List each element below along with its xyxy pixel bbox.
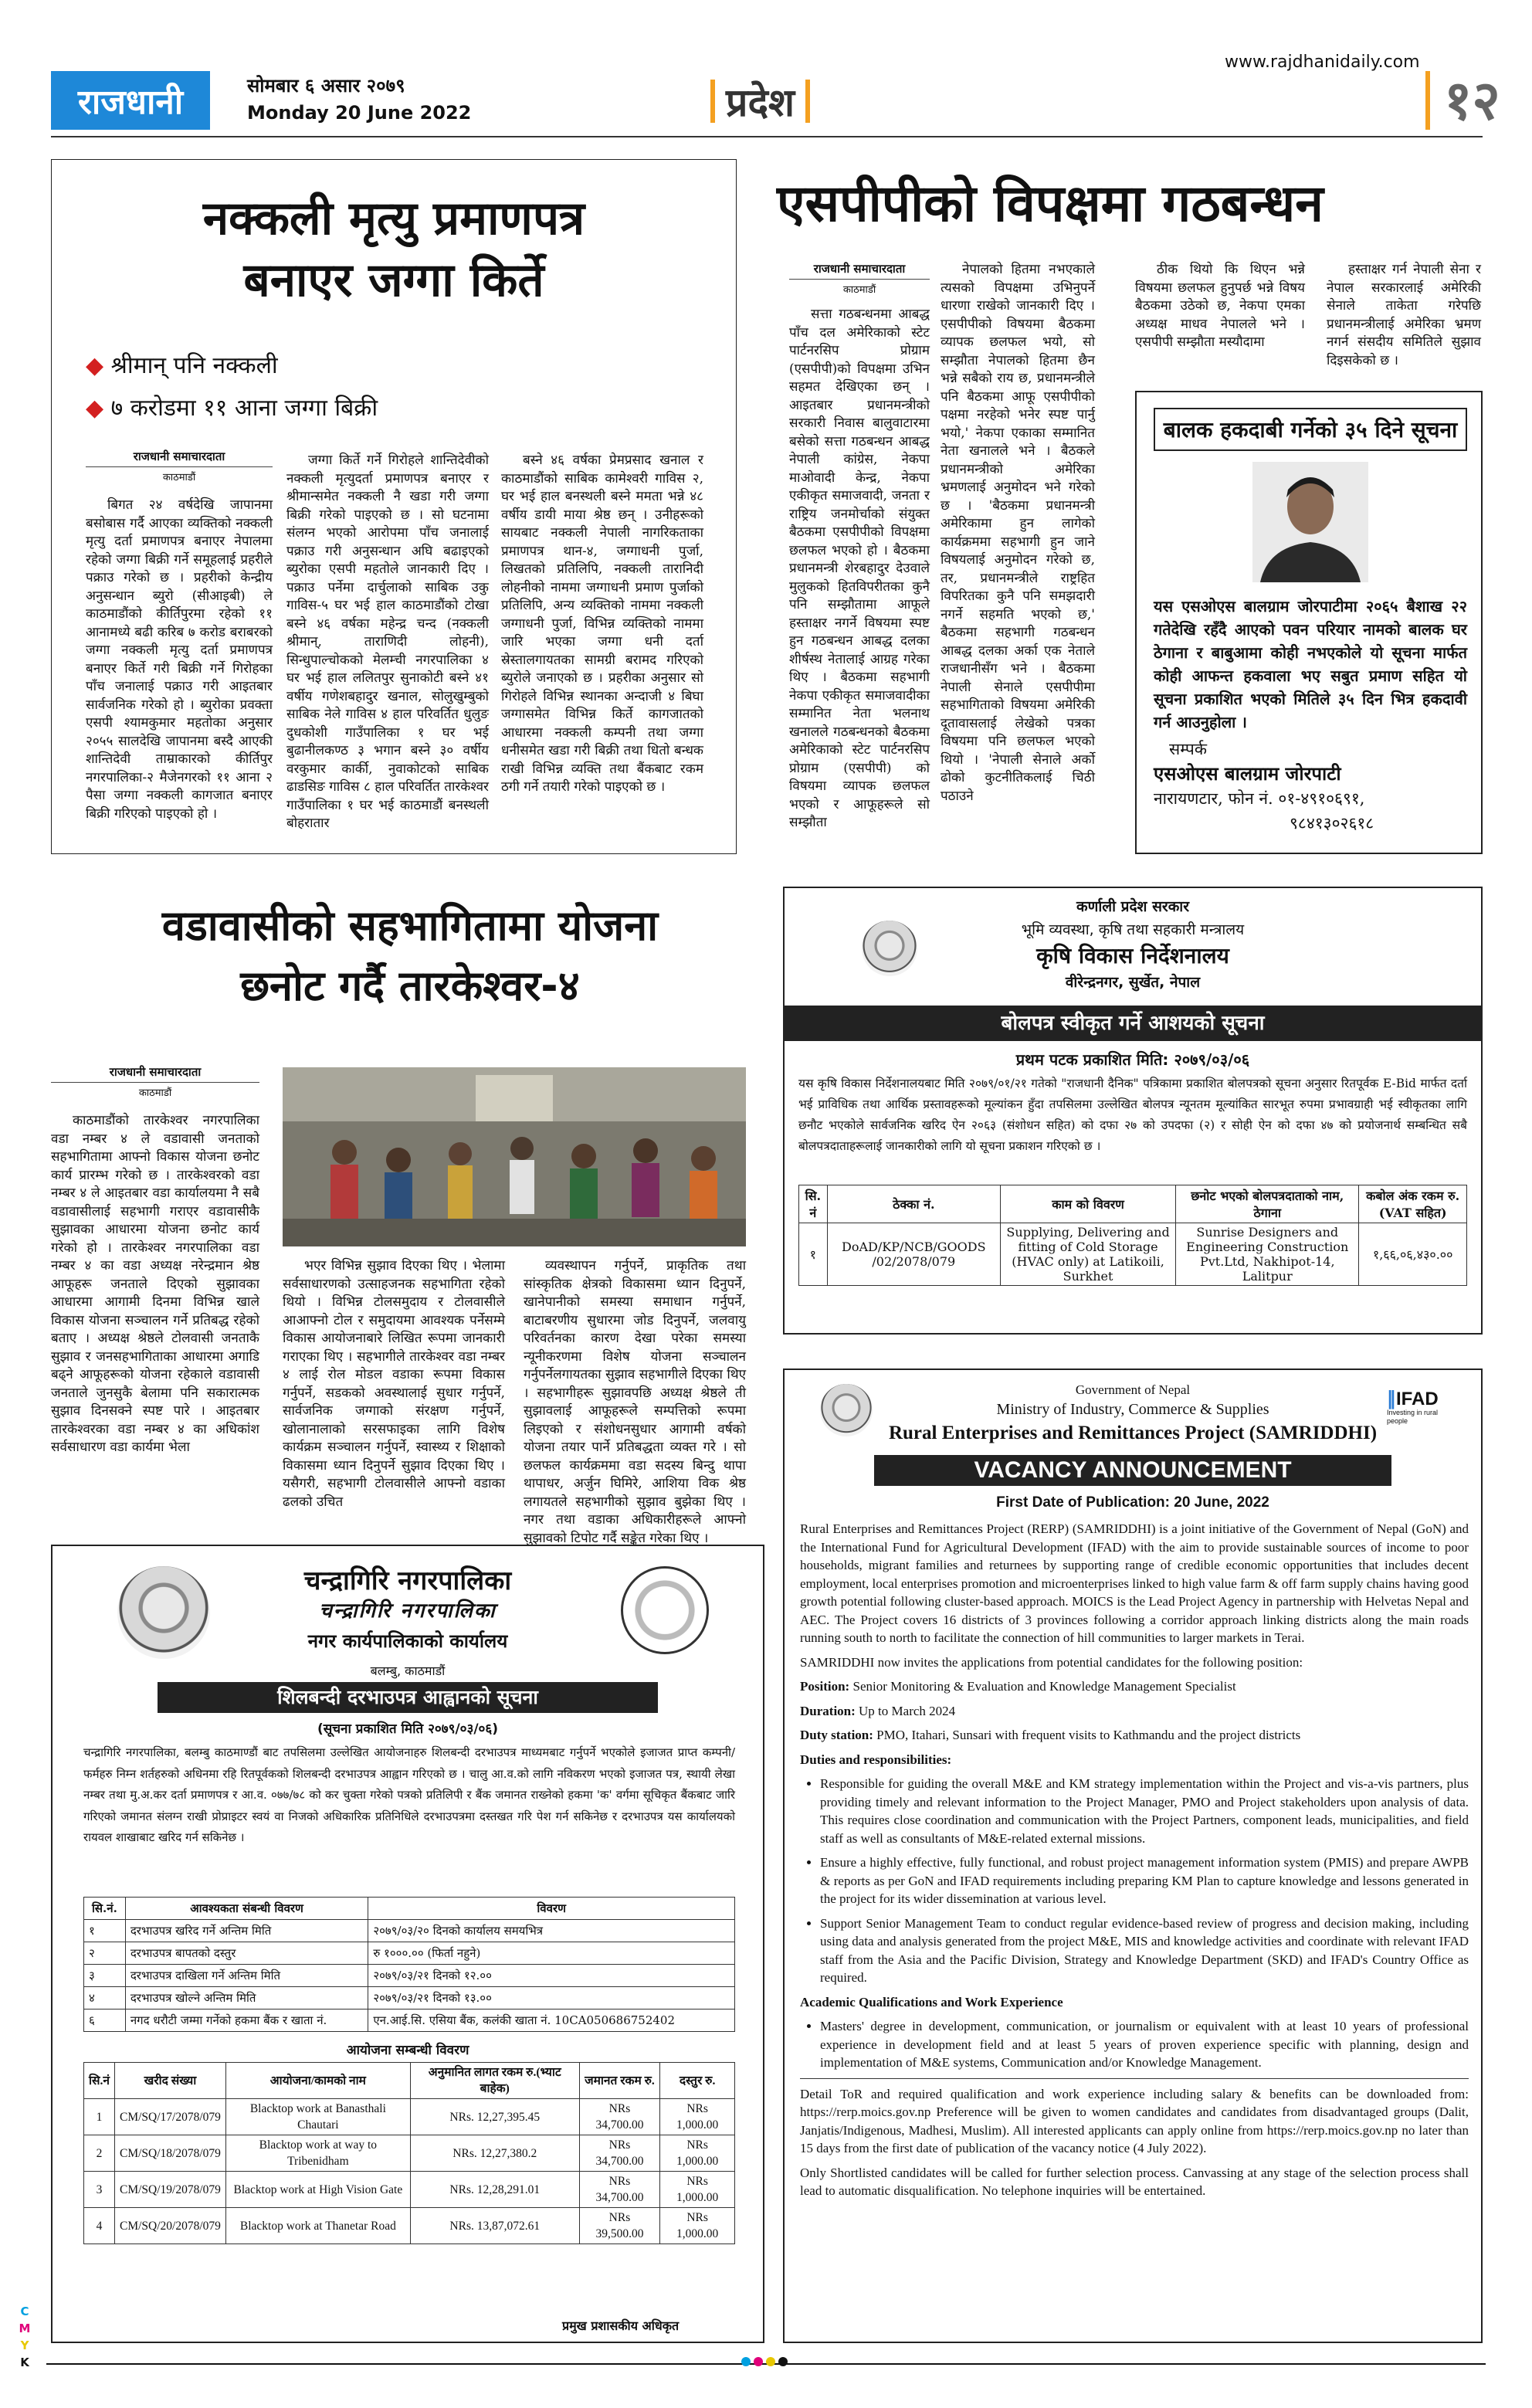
vacancy-position: Position: Senior Monitoring & Evaluation and Knowledge Management Specialist <box>800 1679 1236 1694</box>
section-divider <box>805 80 810 123</box>
table-header-cell: विवरण <box>368 1898 735 1920</box>
tender-table <box>798 1185 1467 1286</box>
table-header-cell: कबोल अंक रकम रु.(VAT सहित) <box>1359 1185 1467 1223</box>
list-item: • Ensure a highly effective, fully functional, and robust project management information system (PMIS) and prepare AWPB & reports as per GoN and IFAD requirements including preparing KM Plan to capture knowledge and lessons generated in the project for its wider dissemination at various level. <box>820 1853 1469 1908</box>
table-header-cell: खरीद संख्या <box>114 2063 225 2099</box>
story-tarkeshwar <box>51 868 769 1546</box>
story-column-1: काठमाडौंको तारकेश्वर नगरपालिका वडा नम्बर ४ ले वडावासी जनताको सहभागितामा आफ्नो विकास योजना छनोट कार्य प्रारम्भ गरेको छ । तारकेश्वरको वडा नम्बर ४ ले आइतबार वडा कार्यालयमा नै सबै वडावासीलाई सहभागी गराएर वडावासीकै सुझावका आधारमा योजना छनोट कार्य गरेको हो । तारकेश्वर नगरपालिका वडा नम्बर ४ का वडा अध्यक्ष नरेन्द्रमान श्रेष्ठ आफूहरू जनताले दिएको सुझावका आधारमा आगामी दिनमा विभिन्न खाले विकास योजना सञ्चालन गर्ने प्रतिबद्ध रहेको बताए । अध्यक्ष श्रेष्ठले टोलवासी जनताकै सुझाव र जनसहभागिताका आधारमा अगाडि बढ्ने आफूहरूको योजना रहेकाले वडावासी जनताले जुनसुकै बेलामा पनि सकारात्मक सुझाव दिनसक्ने स्पष्ट पारे । आइतबार तारकेश्वरका वडा नम्बर ४ का अधिकांश सर्वसाधारण वडा कार्यमा भेला <box>51 1113 259 1455</box>
table-cell: २०७९/०३/२१ दिनको १३.०० <box>368 1987 735 2009</box>
notice-gov: कर्णाली प्रदेश सरकार <box>1076 898 1189 915</box>
table-cell: १,६६,०६,४३०.०० <box>1359 1223 1467 1286</box>
table-cell: रु १०००.०० (फिर्ता नहुने) <box>368 1942 735 1965</box>
table-cell: CM/SQ/20/2078/079 <box>114 2208 225 2244</box>
meeting-photo <box>283 1067 746 1246</box>
table-cell: CM/SQ/17/2078/079 <box>114 2099 225 2135</box>
headline-sanghiya: एसपीपीको विपक्षमा गठबन्धन <box>777 174 1324 233</box>
table-cell: १ <box>84 1920 126 1942</box>
table-cell: नगद धरौटी जम्मा गर्नेको हकमा बैंक र खाता नं. <box>125 2009 368 2032</box>
table-header-cell: काम को विवरण <box>1000 1185 1175 1223</box>
table-cell: NRs 34,700.00 <box>579 2172 660 2208</box>
ifad-tagline: Investing in rural people <box>1387 1408 1439 1425</box>
table-cell: NRs. 12,27,380.2 <box>410 2135 579 2172</box>
table-cell: 2 <box>84 2135 115 2172</box>
contact-address: नारायणटार, फोन नं. ०१-४९१०६९१, <box>1154 789 1365 808</box>
qual-list <box>800 2017 1469 2072</box>
story-column-2: नेपालको हितमा नभएकाले त्यसको विपक्षमा उभिनुपर्ने धारणा राखेको जानकारी दिए । एसपीपीको विषयमा बैठकमा व्यापक छलफल भयो, सो सम्झौता नेपालको हितमा छैन भन्ने सबैको राय छ, प्रधानमन्त्रीले पनि बैठकमा आफू एसपीपीको पक्षमा नरहेको भनेर स्पष्ट पार्नु भयो,' नेकपा एकाका सम्मानित नेता खनालले भने । बैठकले प्रधानमन्त्रीको अमेरिका भ्रमणलाई अनुमोदन भने गरेको छ । 'बैठकमा प्रधानमन्त्री अमेरिकामा हुन लागेको कार्यक्रममा सहभागी हुन जाने विषयलाई अनुमोदन गरेको छ, तर, प्रधानमन्त्रीले राष्ट्रहित विपरितका कुनै पनि समझदारी नगर्ने सहमति भएको छ,' बैठकमा सहभागी गठबन्धन आबद्ध दलका अर्का एक नेताले राजधानीसँग भने । बैठकमा नेपाली सेनाले एसपीपीमा सहभागिताको विषयमा अमेरिकी दूतावासलाई लेखेको पत्रका विषयमा पनि छलफल भएको थियो । 'नेपाली सेनाले अर्को ढोको कुटनीतिकलाई चिठी पठाउने <box>941 262 1095 804</box>
table-cell: दरभाउपत्र बापतको दस्तुर <box>125 1942 368 1965</box>
page-number: १२ <box>1425 71 1500 130</box>
headline-line-2: छनोट गर्दै तारकेश्वर-४ <box>240 962 580 1010</box>
dateline-place: काठमाडौं <box>162 472 196 483</box>
notice-body: चन्द्रागिरि नगरपालिका, बलम्बु काठमाण्डौं बाट तपसिलमा उल्लेखित आयोजनाहरु शिलबन्दी दरभाउपत्र माध्यमबाट गर्नुपर्ने भएकोले इजाजत प्राप्त कम्पनी/फर्महरु निम्न शर्तहरुको अधिनमा रहि रितपूर्वकको शिलबन्दी दरभाउपत्र आह्वान गरिएको छ । चालु आ.व.को लागि नविकरण भएको इजाजत पत्र, स्थायी लेखा नम्बर तथा मु.अ.कर दर्ता प्रमाणपत्र र आ.व. ०७७/७८ को कर चुक्ता गरेको पत्रको प्रतिलिपी र बैंक जमानत राख्नेको हकमा 'क' वर्गमा सूचिकृत बैंकबाट जारि गरिएको जमानत संलग्न राखी प्रोप्राइटर स्वयं वा निजको अधिकारिक प्रतिनिधिले दरभाउपत्रमा दस्तखत गरि पेश गर्न सकिनेछ र दरभाउपत्र यस कार्यालयको रायवल शाखाबाट खरिद गर्न सकिनेछ । <box>83 1745 735 1844</box>
table-header-row <box>799 1185 1467 1223</box>
table-row <box>84 2099 735 2135</box>
list-item: • Support Senior Management Team to conduct regular evidence-based review of progress and decision making, including using data and analysis generated from the project M&E, MIS and knowledge activities and coordinate with relevant IFAD staff from the Asia and the Pacific Division, Strategy and Knowledge Department (SKD) and IFAD's Country Office as required. <box>820 1915 1469 1987</box>
date-english: Monday 20 June 2022 <box>247 102 472 124</box>
header-rule <box>51 136 1483 137</box>
table-header-cell: ठेक्का नं. <box>827 1185 1000 1223</box>
headline <box>52 188 736 311</box>
table-cell: NRs 1,000.00 <box>660 2208 735 2244</box>
table-row <box>799 1223 1467 1286</box>
notice-address: वीरेन्द्रनगर, सुर्खेत, नेपाल <box>1065 974 1201 991</box>
table-header-cell: आयोजना/कामको नाम <box>225 2063 410 2099</box>
story-column-3: ठीक थियो कि थिएन भन्ने विषयमा छलफल हुनुपर्छ भन्ने विषय बैठकमा उठेको छ, नेकपा एमका अध्यक्ष माधव नेपालले भने । एसपीपी सम्झौता मस्यौदामा <box>1135 262 1305 350</box>
table-cell: NRs 1,000.00 <box>660 2172 735 2208</box>
vacancy-content <box>800 1520 1469 2206</box>
table-cell: 1 <box>84 2099 115 2135</box>
story-column-2: भएर विभिन्न सुझाव दिएका थिए । भेलामा सर्वसाधारणको उत्साहजनक सहभागिता रहेको थियो । विभिन्न टोलसमुदाय र टोलवासीले आआफ्नो टोल र समुदायमा आवश्यक पर्नेसम्मे विकास आयोजनाबारे लिखित रूपमा जानकारी गराएका थिए । सहभागीले तारकेश्वर वडा नम्बर ४ लाई रोल मोडल वडाका रूपमा विकास गर्नुपर्ने, सडकको अवस्थालाई सुधार गर्नुपर्ने, सार्वजनिक जग्गाको संरक्षण गर्नुपर्ने, खोलानालाको सरसफाइका लागि विशेष कार्यक्रम सञ्चालन गर्नुपर्ने, स्वास्थ्य र शिक्षाको विकासमा ध्यान दिनुपर्ने सुझाव दिएका थिए । यसैगरी, सहभागी टोलवासीले आफ्नो वडाका ढलको उचित <box>283 1258 505 1510</box>
byline: राजधानी समाचारदाता <box>789 261 930 280</box>
table-cell: Blacktop work at High Vision Gate <box>225 2172 410 2208</box>
cmyk-marks: C M Y K <box>19 2305 31 2369</box>
qual-heading: Academic Qualifications and Work Experience <box>800 1994 1063 2009</box>
notice-body: यस कृषि विकास निर्देशनालयबाट मिति २०७९/०१/२१ गतेको "राजधानी दैनिक" पत्रिकामा प्रकाशित बोलपत्रको सूचना अनुसार रितपूर्वक E-Bid मार्फत दर्ता भई प्राविधिक तथा आर्थिक प्रस्तावहरूको मूल्यांकन हुँदा तपसिलमा उल्लेखित बोलपत्र न्यूनतम मूल्यांकित सारभूत रुपमा प्रभावग्राही भई स्वीकृतका लागि छनौट भएकोले सार्वजनिक खरिद ऐन २०६३ (संशोधन सहित) को दफा २७ को उपदफा (२) र सोही ऐन को दफा ४७ को प्रयोजनार्थ सम्बन्धित सबै बोलपत्रदाताहरूलाई जानकारीको लागि यो सूचना प्रकाशन गरिएको छ । <box>798 1077 1467 1153</box>
story-fake-death-certificate <box>51 159 737 854</box>
notice-body: यस एसओएस बालग्राम जोरपाटीमा २०६५ बैशाख २२ गतेदेखि रहँदै आएको पवन परियार नामको बालक घर ठेगाना र बाबुआमा कोही नभएकोले यो सूचना मार्फत कोही आफन्त हकवाला भए सबुत प्रमाण सहित यो सूचना प्रकाशित भएको मितिले ३५ दिन भित्र हकदावी गर्न आउनुहोला । <box>1154 597 1467 731</box>
table-cell: 4 <box>84 2208 115 2244</box>
story-column-3: बस्ने ४६ वर्षका प्रेमप्रसाद खनाल र काठमाडौंको साबिक कामेश्वरी गाविस २, घर भई हाल बनस्थली बस्ने ममता भन्ने ४८ वर्षीय डायी माया श्रेष्ठ छन् । उनीहरूको सायबाट नक्कली नेपाली नागरिकताका प्रमाणपत्र थान-४, जग्गाधनी पुर्जा, लिखतको प्रतिलिपि, नक्कली तारानिदी लोहनीको नाममा जग्गाधनी प्रमाण पुर्जाको प्रतिलिपि, अन्य व्यक्तिको नाममा नक्कली जग्गाधनी पुर्जा, विभिन्न व्यक्तिको नाममा जारि भएका जग्गा धनी दर्ता स्रेस्तालगायतका सामग्री बरामद गरिएको ब्युरोले जनाएको छ । प्रहरीका अनुसार सो गिरोहले विभिन्न स्थानका अन्दाजी ४ बिघा जग्गासमेत विभिन्न किर्ते कागजातको आधारमा नक्कली कम्पनी तथा जग्गा धनीसमेत खडा गरी बिक्री तथा धितो बन्धक राखी विभिन्न व्यक्ति तथा बैंकबाट रकम ठगी गर्ने तयारी गरेको पाइएको छ । <box>501 453 703 795</box>
section-name: प्रदेश <box>726 80 795 125</box>
table-cell: NRs 34,700.00 <box>579 2135 660 2172</box>
notice-child-claim <box>1135 391 1483 854</box>
vacancy-intro: Rural Enterprises and Remittances Project (RERP) (SAMRIDDHI) is a joint initiative of the Government of Nepal (GoN) and the International Fund for Agricultural Development (IFAD) with the aim to provide sustainable sources of income to poor households, migrant families and returnees by supporting range of credible economic opportunities that includes decent employment, local enterprises promotion and microenterprises linked to high value farm & off farm supply chains having good growth potential following cluster-based approach. MOICS is the Lead Project Agency in partnership with Helvetas Nepal and AEC. The Project covers 16 districts of 3 provinces following a corridor approach linking districts along the main roads running south to north to facilitate the connection of hill communities to larger markets in Terai. <box>800 1521 1469 1645</box>
headline-line-1: नक्कली मृत्यु प्रमाणपत्र <box>202 192 585 246</box>
project-caption: आयोजना सम्बन्धी विवरण <box>346 2043 469 2058</box>
table-header-cell: छनोट भएको बोलपत्रदाताको नाम, ठेगाना <box>1176 1185 1359 1223</box>
table-cell: एन.आई.सि. एसिया बैंक, कलंकी खाता नं. 10CA050686752402 <box>368 2009 735 2032</box>
subhead-2: ७ करोडमा ११ आना जग्गा बिक्री <box>110 395 378 422</box>
vacancy-ministry: Ministry of Industry, Commerce & Supplies <box>996 1401 1269 1418</box>
headline-line-1: वडावासीको सहभागितामा योजना <box>161 901 659 950</box>
table-row <box>84 2172 735 2208</box>
table-cell: NRs 1,000.00 <box>660 2099 735 2135</box>
table-cell: ३ <box>84 1965 126 1987</box>
table-row <box>84 1987 735 2009</box>
table-row <box>84 1965 735 1987</box>
site-url[interactable]: www.rajdhanidaily.com <box>1225 53 1420 72</box>
story-column-3: व्यवस्थापन गर्नुपर्ने, प्राकृतिक तथा सांस्कृतिक क्षेत्रको विकासमा ध्यान दिनुपर्ने, खानेपानीको समस्या समाधान गर्नुपर्ने, बाटाबरणीय सुधारमा जोड दिनुपर्ने, जलवायु परिवर्तनका कारण देखा परेका समस्या न्यूनीकरणमा विशेष योजना सञ्चालन गर्नुपर्नेलगायतका सुझाव सहभागीले दिएका थिए । सहभागीहरू सुझावपछि अध्यक्ष श्रेष्ठले ती सुझावलाई आफूहरूले सम्पत्तिको रूपमा लिइएको र संशोधनसुधार आगामी वर्षको योजना तयार पार्ने प्रतिबद्धता व्यक्त गरे । सो छलफल कार्यक्रममा वडा सदस्य बिन्दु थापा थापाधर, अर्जुन घिमिरे, आशिया विक श्रेष्ठ लगायतले सहभागीको सुझाव बुझेका थिए । नगर तथा वडाका अधिकारीहरूले आफ्नो सुझावको टिपोट गर्दै सङ्केत गरेका थिए । <box>524 1258 746 1546</box>
notice-chandragiri-bid <box>51 1545 764 2343</box>
contact-org: एसओएस बालग्राम जोरपाटी <box>1154 762 1341 785</box>
duties-list <box>800 1775 1469 1987</box>
table-cell: Sunrise Designers and Engineering Construction Pvt.Ltd, Nakhipot-14, Lalitpur <box>1176 1223 1359 1286</box>
table-header-cell: अनुमानित लागत रकम रु.(भ्याट बाहेक) <box>410 2063 579 2099</box>
notice-ministry: भूमि व्यवस्था, कृषि तथा सहकारी मन्त्रालय <box>1021 921 1245 938</box>
table-row <box>84 2009 735 2032</box>
headline <box>51 896 769 1016</box>
table-cell: NRs 34,700.00 <box>579 2099 660 2135</box>
project-table <box>83 2062 735 2244</box>
notice-office: कृषि विकास निर्देशनालय <box>1036 943 1229 968</box>
list-item: • Responsible for guiding the overall M&E and KM strategy implementation within the Project and vis-a-vis partners, plus providing timely and relevant information to the Project Manager, PMO and Project stakeholders upon analysis of data. This requires close coordination and communication with the Project Partners, component leads, municipalities, and field staff as well as consultants of M&E-related external missions. <box>820 1775 1469 1847</box>
table-cell: NRs 1,000.00 <box>660 2135 735 2172</box>
table-cell: CM/SQ/19/2078/079 <box>114 2172 225 2208</box>
bullet-icon: ◆ <box>86 352 104 379</box>
table-cell: NRs. 13,87,072.61 <box>410 2208 579 2244</box>
table-row <box>84 2135 735 2172</box>
contact-label: सम्पर्क <box>1169 740 1207 758</box>
story-column-1: सत्ता गठबन्धनमा आबद्ध पाँच दल अमेरिकाको स्टेट पार्टनरसिप प्रोग्राम (एसपीपी)को विपक्षमा उभिन सहमत देखिएका छन् । आइतबार प्रधानमन्त्रीको सरकारी निवास बालुवाटारमा बसेको सत्ता गठबन्धन आबद्ध नेपाली कांग्रेस, नेकपा माओवादी केन्द्र, नेकपा एकीकृत समाजवादी, जनता र राष्ट्रिय जनमोर्चाको संयुक्त बैठकमा एसपीपीको विपक्षमा छलफल भएको हो । बैठकमा प्रधानमन्त्री शेरबहादुर देउवाले मुलुकको हितविपरीतका कुनै पनि सम्झौतामा आफूले हस्ताक्षर नगर्ने विषयमा स्पष्ट हुन गठबन्धन आबद्ध दलका शीर्षस्थ नेतालाई आग्रह गरेका थिए । बैठकमा सहभागी नेकपा एकीकृत समाजवादीका सम्मानित नेता भलनाथ खनालले गठबन्धनको बैठकमा अमेरिकाको स्टेट पार्टनरसिप प्रोग्राम (एसपीपी) को विषयमा व्यापक छलफल भएको र आफूहरूले सो सम्झौता <box>789 307 930 830</box>
table-header-cell: सि.नं <box>84 2063 115 2099</box>
table-cell: दरभाउपत्र खोल्ने अन्तिम मिति <box>125 1987 368 2009</box>
table-cell: DoAD/KP/NCB/GOODS /02/2078/079 <box>827 1223 1000 1286</box>
notice-title-bar: बोलपत्र स्वीकृत गर्ने आशयको सूचना <box>785 1006 1481 1041</box>
story-column-2: जग्गा किर्ते गर्ने गिरोहले शान्तिदेवीको नक्कली मृत्युदर्ता प्रमाणपत्र बनाएर र श्रीमान्समेत नक्कली नै खडा गरी जग्गा बिक्री गरेको पाइएको छ । सो घटनामा संलग्न भएको आरोपमा पाँच जनालाई पक्राउ गरी अनुसन्धान अघि बढाइएको ब्युरोका एसपी महतोले जानकारी दिए । पक्राउ पर्नेमा दार्चुलाको साबिक उकु गाविस-५ घर भई हाल काठमाडौंको टोखा बस्ने ४६ वर्षका महेन्द्र चन्द (नक्कली श्रीमान्, ताराणिदी लोहनी), सिन्धुपाल्चोकको मेलम्ची नगरपालिका ४ घर भई हाल ललितपुर सुनाकोटी बस्ने ४१ वर्षीय गणेशबहादुर खनाल, सोलुखुम्बुको साबिक नेले गाविस ४ हाल परिवर्तित धुलुङ दुधकोशी गाउँपालिका १ घर भई बुढानीलकण्ठ ३ भगान बस्ने ३० वर्षीय वरकुमार कार्की, नुवाकोटको साबिक ढाडसिङ गाविस ८ हाल परिवर्तित तारकेश्वर गाउँपालिका १ घर भई काठमाडौं बनस्थली बोहरातार <box>286 453 489 831</box>
table-header-cell: सि. नं <box>799 1185 828 1223</box>
table-cell: ६ <box>84 2009 126 2032</box>
table-cell: Supplying, Delivering and fitting of Cold Storage (HVAC only) at Latikoili, Surkhet <box>1000 1223 1175 1286</box>
dateline-place: काठमाडौं <box>138 1087 172 1099</box>
notice-title-bar: शिलबन्दी दरभाउपत्र आह्वानको सूचना <box>158 1682 658 1713</box>
notice-krishi-tender <box>783 887 1483 1335</box>
contact-phone: ९८४१३०२६१८ <box>1290 814 1374 833</box>
signature-line: प्रमुख प्रशासकीय अधिकृत <box>562 2318 680 2333</box>
table-cell: CM/SQ/18/2078/079 <box>114 2135 225 2172</box>
bullet-icon: ◆ <box>86 395 104 422</box>
table-cell: Blacktop work at way to Tribenidham <box>225 2135 410 2172</box>
subhead-1: श्रीमान् पनि नक्कली <box>110 352 278 379</box>
table-row <box>84 2208 735 2244</box>
vacancy-station: Duty station: PMO, Itahari, Sunsari with frequent visits to Kathmandu and the project districts <box>800 1728 1301 1742</box>
byline-box <box>789 261 930 296</box>
byline: राजधानी समाचारदाता <box>51 1064 259 1083</box>
table-header-row <box>84 2063 735 2099</box>
ifad-logo-text: IFAD <box>1396 1389 1439 1409</box>
notice-pub-date: प्रथम पटक प्रकाशित मिति: २०७९/०३/०६ <box>1015 1050 1250 1069</box>
table-header-cell: जमानत रकम रु. <box>579 2063 660 2099</box>
table-header-cell: आवश्यकता संबन्धी विवरण <box>125 1898 368 1920</box>
vacancy-project: Rural Enterprises and Remittances Project (SAMRIDDHI) <box>888 1423 1378 1443</box>
table-cell: दरभाउपत्र खरिद गर्ने अन्तिम मिति <box>125 1920 368 1942</box>
headline-line-2: बनाएर जग्गा किर्ते <box>243 253 544 307</box>
vacancy-duration: Duration: Up to March 2024 <box>800 1703 956 1718</box>
story-photo <box>283 1067 746 1246</box>
section-divider <box>710 80 715 123</box>
duties-heading: Duties and responsibilities: <box>800 1752 952 1767</box>
schedule-table <box>83 1897 735 2032</box>
table-cell: Blacktop work at Banasthali Chautari <box>225 2099 410 2135</box>
table-cell: १ <box>799 1223 828 1286</box>
table-cell: ४ <box>84 1987 126 2009</box>
list-item: • Masters' degree in development, communication, or journalism or equivalent with at least 10 years of professional experience in development field and at least 5 years of proven experience specific with planning, design and implementation of M&E systems, Communication and/or Knowledge Management. <box>820 2017 1469 2072</box>
registration-mark <box>741 2357 791 2371</box>
story-column-4: हस्ताक्षर गर्न नेपाली सेना र नेपाल सरकारलाई अमेरिकी सेनाले ताकेता गरेपछि प्रधानमन्त्रीलाई अमेरिका भ्रमण नगर्न संसदीय समितिले सुझाव दिइसकेको छ । <box>1327 262 1481 368</box>
portrait-icon <box>1252 462 1368 582</box>
vacancy-title-bar: VACANCY ANNOUNCEMENT <box>874 1455 1391 1486</box>
notice-title: बालक हकदाबी गर्नेको ३५ दिने सूचना <box>1154 408 1467 451</box>
table-header-row <box>84 1898 735 1920</box>
table-cell: दरभाउपत्र दाखिला गर्ने अन्तिम मिति <box>125 1965 368 1987</box>
vacancy-invite: SAMRIDDHI now invites the applications from potential candidates for the following position: <box>800 1654 1303 1670</box>
masthead-logo: राजधानी <box>51 71 210 130</box>
notice-office: नगर कार्यपालिकाको कार्यालय <box>307 1630 508 1652</box>
notice-vacancy <box>783 1368 1483 2343</box>
vacancy-gov: Government of Nepal <box>1075 1382 1191 1397</box>
ifad-logo: ∥IFAD Investing in rural people <box>1387 1390 1449 1426</box>
vacancy-shortlist: Only Shortlisted candidates will be called for further selection process. Canvassing at any stage of the selection process shall lead to automatic disqualification. No telephone inquiries will be entertained. <box>800 2165 1469 2198</box>
story-column-1: बिगत २४ वर्षदेखि जापानमा बसोबास गर्दै आएका व्यक्तिको नक्कली मृत्यु दर्ता प्रमाणपत्र बनाएर नेपालमा रहेको जग्गा बिक्री गर्ने समूहलाई प्रहरीले पक्राउ गरेको छ । प्रहरीको केन्द्रीय अनुसन्धान ब्युरो (सीआइबी) ले काठमाडौंको कीर्तिपुरमा रहेको ११ आनामध्ये बढी करिब ७ करोड बराबरको जग्गा नक्कली मृत्यु दर्ता प्रमाणपत्र बनाएर किर्ते गरी बिक्री गर्ने गिरोहका पाँच जनालाई पक्राउ गरी आइतबार सार्वजनिक गरेको हो । ब्युरोका प्रवक्ता एसपी श्यामकुमार महतोका अनुसार २०५५ सालदेखि जापानमा बस्दै आएकी शान्तिदेवी ताम्राकारको कीर्तिपुर नगरपालिका-२ मैजेनगरको ११ आना २ पैसा जग्गा नक्कली कागजात बनाएर बिक्री गरिएको पाइएको हो । <box>86 497 273 822</box>
vacancy-pub-date: First Date of Publication: 20 June, 2022 <box>996 1494 1269 1511</box>
byline-box <box>51 1064 259 1099</box>
notice-pub-date: (सूचना प्रकाशित मिति २०७९/०३/०६) <box>317 1721 498 1737</box>
table-cell: NRs 39,500.00 <box>579 2208 660 2244</box>
table-row <box>84 1920 735 1942</box>
table-cell: २ <box>84 1942 126 1965</box>
dateline-place: काठमाडौं <box>842 284 876 296</box>
table-header-cell: दस्तुर रु. <box>660 2063 735 2099</box>
table-cell: 3 <box>84 2172 115 2208</box>
table-row <box>84 1942 735 1965</box>
byline: राजधानी समाचारदाता <box>86 449 273 467</box>
date-nepali: सोमबार ६ असार २०७९ <box>247 75 405 97</box>
notice-contact <box>1154 737 1374 836</box>
child-photo <box>1252 462 1368 582</box>
notice-address: बलम्बु, काठमाडौं <box>370 1664 446 1678</box>
table-cell: Blacktop work at Thanetar Road <box>225 2208 410 2244</box>
notice-subtitle: चन्द्रागिरि नगरपालिका <box>319 1599 497 1623</box>
section-label <box>710 74 810 128</box>
table-header-cell: सि.नं. <box>84 1898 126 1920</box>
vacancy-detail: Detail ToR and required qualification and work experience including salary & benefits can be downloaded from: https://rerp.moics.gov.np Preference will be given to women candidates and candidates from disadvantaged groups (Dalit, Janjatis/Indigenous, Madhesi, Muslim). All interested applicants can apply online from https://rerp.moics.gov.np no later than 15 days from the first date of publication of the vacancy notice (4 July 2022). <box>800 2086 1469 2155</box>
byline-box <box>86 449 273 483</box>
table-cell: NRs. 12,27,395.45 <box>410 2099 579 2135</box>
notice-title: चन्द्रागिरि नगरपालिका <box>303 1565 512 1596</box>
table-cell: NRs. 12,28,291.01 <box>410 2172 579 2208</box>
table-cell: २०७९/०३/२० दिनको कार्यालय समयभित्र <box>368 1920 735 1942</box>
subhead-bullets <box>86 348 378 422</box>
table-cell: २०७९/०३/२१ दिनको १२.०० <box>368 1965 735 1987</box>
